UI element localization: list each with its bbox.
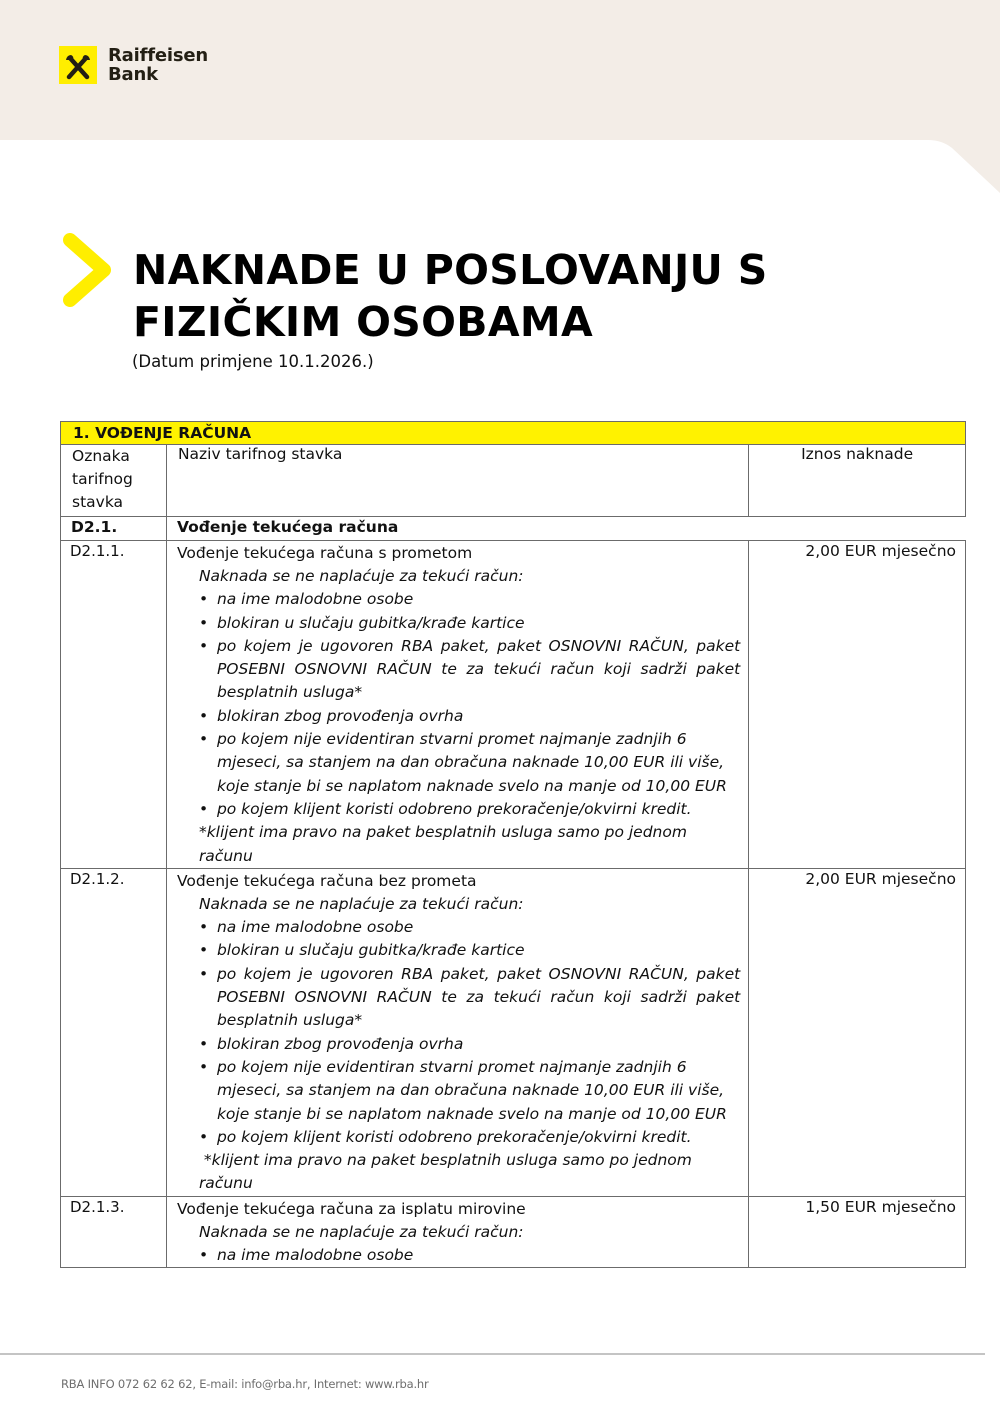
- page-title: [133, 244, 893, 348]
- note-intro: Naknada se ne naplaćuje za tekući račun:: [198, 1222, 524, 1241]
- item-name: Vođenje tekućega računa bez prometa: [176, 871, 477, 890]
- exemption-list: [199, 916, 740, 1149]
- item-description: [166, 1196, 748, 1268]
- list-item: • na ime malodobne osobe: [199, 916, 740, 939]
- item-description: [166, 541, 748, 869]
- list-item: • blokiran u slučaju gubitka/krađe kartice: [199, 612, 740, 635]
- footer-divider: [0, 1353, 985, 1355]
- column-header-code-line: tarifnog: [72, 470, 133, 488]
- list-item: • po kojem je ugovoren RBA paket, paket OSNOVNI RAČUN, paket POSEBNI OSNOVNI RAČUN te za tekući račun koji sadrži paket besplatnih usluga*: [199, 963, 740, 1033]
- footnote: *klijent ima pravo na paket besplatnih usluga samo po jednom računu: [198, 823, 687, 865]
- item-amount: 2,00 EUR mjesečno: [749, 541, 966, 869]
- note-intro: Naknada se ne naplaćuje za tekući račun:: [198, 567, 524, 585]
- group-name: Vođenje tekućega računa: [166, 517, 965, 541]
- column-header-name: Naziv tarifnog stavka: [166, 445, 748, 517]
- list-item: • po kojem nije evidentiran stvarni promet najmanje zadnjih 6 mjeseci, sa stanjem na dan obračuna naknade 10,00 EUR ili više, koje stanje bi se naplatom naknade svelo na manje od 10,00 EUR: [199, 1056, 740, 1126]
- header-band: [0, 0, 1000, 200]
- list-item: • blokiran zbog provođenja ovrha: [199, 705, 740, 728]
- effective-date: (Datum primjene 10.1.2026.): [132, 352, 374, 371]
- item-code: D2.1.2.: [61, 868, 167, 1196]
- list-item: • blokiran u slučaju gubitka/krađe kartice: [199, 939, 740, 962]
- list-item: • po kojem klijent koristi odobreno prekoračenje/okvirni kredit.: [199, 798, 740, 821]
- exemption-list: [199, 1244, 740, 1267]
- item-amount: 1,50 EUR mjesečno: [749, 1196, 966, 1268]
- list-item: • blokiran zbog provođenja ovrha: [199, 1033, 740, 1056]
- section-header-row: [61, 422, 966, 445]
- fee-table: [60, 421, 966, 1268]
- column-header-code-line: Oznaka: [72, 447, 130, 465]
- item-name: Vođenje tekućega računa s prometom: [176, 544, 473, 562]
- raiffeisen-gable-icon: [59, 46, 97, 84]
- list-item: • na ime malodobne osobe: [199, 1244, 740, 1267]
- raiffeisen-logo: [59, 46, 208, 84]
- exemption-note: [175, 1221, 740, 1268]
- brand-name-line2: Bank: [108, 64, 158, 85]
- brand-name: [108, 46, 208, 84]
- footer-contact: RBA INFO 072 62 62 62, E-mail: info@rba.hr, Internet: www.rba.hr: [61, 1377, 429, 1391]
- brand-name-line1: Raiffeisen: [108, 45, 208, 66]
- list-item: • po kojem klijent koristi odobreno prekoračenje/okvirni kredit.: [199, 1126, 740, 1149]
- column-header-row: [61, 445, 966, 517]
- exemption-list: [199, 588, 740, 821]
- table-row: [61, 541, 966, 869]
- column-header-amount: Iznos naknade: [749, 445, 966, 517]
- item-code: D2.1.1.: [61, 541, 167, 869]
- table-row: [61, 1196, 966, 1268]
- exemption-note: [175, 893, 740, 1196]
- column-header-code-line: stavka: [72, 493, 124, 511]
- yellow-chevron-right-icon: [60, 232, 116, 312]
- page-title-line1: NAKNADE U POSLOVANJU S: [133, 246, 768, 294]
- note-intro: Naknada se ne naplaćuje za tekući račun:: [198, 894, 524, 913]
- list-item: • po kojem nije evidentiran stvarni promet najmanje zadnjih 6 mjeseci, sa stanjem na dan obračuna naknade 10,00 EUR ili više, koje stanje bi se naplatom naknade svelo na manje od 10,00 EUR: [199, 728, 740, 798]
- list-item: • na ime malodobne osobe: [199, 588, 740, 611]
- header-band-shape: [0, 0, 1000, 200]
- table-row: [61, 868, 966, 1196]
- item-amount: 2,00 EUR mjesečno: [749, 868, 966, 1196]
- item-description: [166, 868, 748, 1196]
- footnote: *klijent ima pravo na paket besplatnih usluga samo po jednom računu: [198, 1151, 697, 1193]
- group-code: D2.1.: [61, 517, 167, 541]
- page-title-line2: FIZIČKIM OSOBAMA: [133, 298, 593, 346]
- item-name: Vođenje tekućega računa za isplatu mirovine: [176, 1199, 526, 1218]
- column-header-code: [61, 445, 167, 517]
- item-code: D2.1.3.: [61, 1196, 167, 1268]
- group-row: [61, 517, 966, 541]
- list-item: • po kojem je ugovoren RBA paket, paket OSNOVNI RAČUN, paket POSEBNI OSNOVNI RAČUN te za tekući račun koji sadrži paket besplatnih usluga*: [199, 635, 740, 705]
- exemption-note: [175, 565, 740, 868]
- section-title: 1. VOĐENJE RAČUNA: [61, 422, 966, 445]
